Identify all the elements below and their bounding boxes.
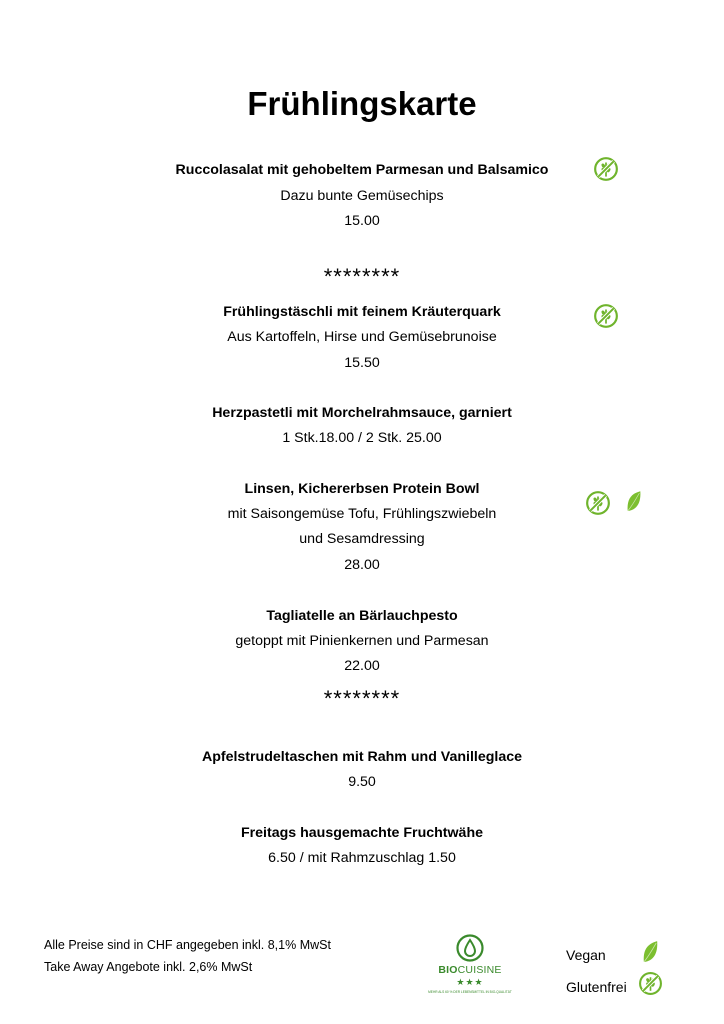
- leaf-icon: [641, 939, 660, 966]
- menu-item-name: Tagliatelle an Bärlauchpesto: [266, 608, 458, 624]
- menu-item-price: 22.00: [344, 658, 380, 674]
- menu-item-description: Dazu bunte Gemüsechips: [280, 188, 444, 204]
- gluten-free-icon: [593, 303, 619, 329]
- price-note: Alle Preise sind in CHF angegeben inkl. 8,1% MwSt: [44, 938, 331, 952]
- logo-fine-print: MEHR ALS 60 % DER LEBENSMITTEL IN BIO-QUALITÄT: [428, 990, 512, 994]
- menu-item-name: Linsen, Kichererbsen Protein Bowl: [244, 481, 480, 497]
- menu-item-description: und Sesamdressing: [299, 531, 425, 547]
- menu-item-description: Aus Kartoffeln, Hirse und Gemüsebrunoise: [227, 329, 497, 345]
- menu-item-description: mit Saisongemüse Tofu, Frühlingszwiebeln: [227, 506, 497, 522]
- legend-glutenfree-label: Glutenfrei: [566, 979, 627, 995]
- gluten-free-icon: [593, 156, 619, 182]
- separator: ********: [323, 686, 401, 711]
- leaf-icon: [625, 489, 643, 515]
- menu-item-price: 6.50 / mit Rahmzuschlag 1.50: [268, 850, 456, 866]
- biocuisine-drop-icon: [456, 934, 484, 962]
- gluten-free-icon: [585, 490, 611, 516]
- biocuisine-logo: [425, 930, 515, 1006]
- legend-vegan-label: Vegan: [566, 947, 606, 963]
- menu-item-price: 15.00: [344, 213, 380, 229]
- logo-name: BIOCUISINE: [438, 964, 502, 976]
- menu-item-name: Frühlingstäschli mit feinem Kräuterquark: [223, 304, 501, 320]
- menu-item-price: 28.00: [344, 557, 380, 573]
- menu-item-price: 15.50: [344, 355, 380, 371]
- menu-item-price: 9.50: [348, 774, 376, 790]
- menu-item-name: Freitags hausgemachte Fruchtwähe: [240, 825, 484, 841]
- gluten-free-icon: [638, 971, 663, 996]
- takeaway-note: Take Away Angebote inkl. 2,6% MwSt: [44, 960, 253, 974]
- logo-stars: ★★★: [456, 977, 484, 987]
- menu-item-description: getoppt mit Pinienkernen und Parmesan: [235, 633, 489, 649]
- menu-item-price: 1 Stk.18.00 / 2 Stk. 25.00: [282, 430, 442, 446]
- menu-item-name: Herzpastetli mit Morchelrahmsauce, garniert: [212, 405, 512, 421]
- page-title: Frühlingskarte: [247, 85, 477, 122]
- separator: ********: [323, 264, 401, 289]
- menu-item-name: Apfelstrudeltaschen mit Rahm und Vanilleglace: [201, 749, 523, 765]
- menu-item-name: Ruccolasalat mit gehobeltem Parmesan und Balsamico: [175, 162, 549, 178]
